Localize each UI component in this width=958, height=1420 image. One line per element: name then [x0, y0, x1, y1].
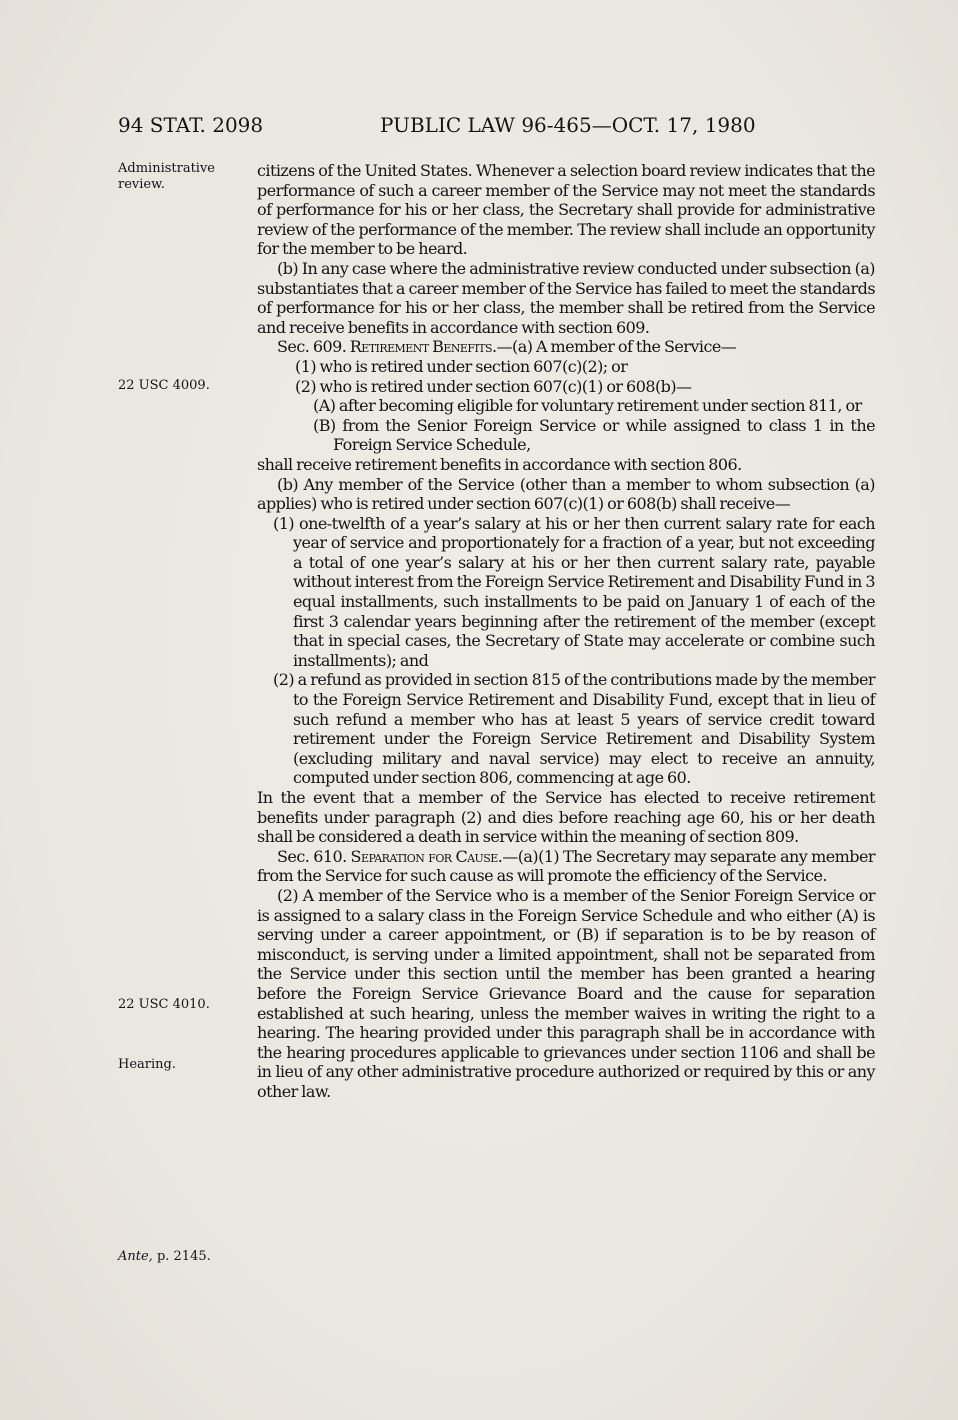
- section-610-number: Sec. 610.: [277, 846, 351, 866]
- section-609-b: (b) Any member of the Service (other than a member to whom subsection (a) applies) who is retired under section 607(c)(1) or 608(b) shall receive—: [257, 474, 875, 514]
- section-609-number: Sec. 609.: [277, 337, 350, 357]
- margin-note-22-usc-4010: 22 USC 4010.: [118, 997, 210, 1012]
- section-610-heading: [257, 847, 875, 886]
- section-610-a2: (2) A member of the Service who is a member of the Senior Foreign Service or is assigned to a salary class in the Foreign Service Schedule and who either (A) is serving under a career appointment, or (B) if separation is to be by reason of misconduct, is serving under a limited appointment, shall not be separated from the Service under this section until the member has been granted a hearing before the Foreign Service Grievance Board and the cause for separation established at such hearing, unless the member waives in writing the right to a hearing. The hearing provided under this paragraph shall be in accordance with the hearing procedures applicable to grievances under section 1106 and shall be in lieu of any other administrative procedure authorized or required by this or any other law.: [257, 885, 875, 1101]
- page-header: [118, 113, 898, 139]
- public-law-reference: PUBLIC LAW 96-465—OCT. 17, 1980: [380, 113, 756, 137]
- section-609-a2-B: (B) from the Senior Foreign Service or while assigned to class 1 in the Foreign Service Schedule,: [313, 415, 875, 455]
- section-609-a2-A: (A) after becoming eligible for voluntary retirement under section 811, or: [313, 396, 862, 416]
- section-609-death-provision: In the event that a member of the Service has elected to receive retirement benefits under paragraph (2) and dies before reaching age 60, his or her death shall be considered a death in service within the meaning of section 809.: [257, 788, 875, 847]
- section-609-heading: [257, 337, 875, 357]
- margin-note-22-usc-4009: 22 USC 4009.: [118, 378, 210, 393]
- statute-body: [257, 161, 875, 1102]
- section-610-title: Separation for Cause: [350, 846, 498, 866]
- section-609-b2: (2) a refund as provided in section 815 of the contributions made by the member to the Foreign Service Retirement and Disability Fund, except that in lieu of such refund a member who has at least 5 years of service credit toward retirement under the Foreign Service Retirement and Disability System (excluding military and naval service) may elect to receive an annuity, computed under section 806, commencing at age 60.: [273, 670, 875, 788]
- margin-note-hearing: Hearing.: [118, 1057, 176, 1072]
- section-609-shall-receive: shall receive retirement benefits in accordance with section 806.: [257, 454, 742, 474]
- margin-note-ante: [118, 1249, 243, 1265]
- margin-note-ante-page: p. 2145.: [152, 1249, 211, 1264]
- margin-note-ante-italic: Ante,: [118, 1249, 153, 1264]
- section-609-intro: .—(a) A member of the Service—: [492, 337, 737, 357]
- section-609-b1: (1) one-twelfth of a year’s salary at his or her then current salary rate for each year of service and proportionately for a fraction of a year, but not exceeding a total of one year’s salary at his or her then current salary rate, payable without interest from the Foreign Service Retirement and Disability Fund in 3 equal installments, such installments to be paid on January 1 of each of the first 3 calendar years beginning after the retirement of the member (except that in special cases, the Secretary of State may accelerate or combine such installments); and: [273, 513, 875, 670]
- paragraph-subsection-b: (b) In any case where the administrative review conducted under subsection (a) substantiates that a career member of the Service has failed to meet the standards of performance for his or her class, the member shall be retired from the Service and receive benefits in accordance with section 609.: [257, 258, 875, 337]
- section-609-a1: (1) who is retired under section 607(c)(2); or: [295, 356, 628, 376]
- margin-note-administrative-review: Administrative review.: [118, 161, 216, 192]
- paragraph-administrative-review: citizens of the United States. Whenever a selection board review indicates that the performance of such a career member of the Service may not meet the standards of performance for his or her class, the Secretary shall provide for administrative review of the performance of the member. The review shall include an opportunity for the member to be heard.: [257, 161, 875, 259]
- section-609-title: Retirement Benefits: [349, 337, 493, 357]
- section-610-a1: .—(a)(1) The Secretary may separate any member from the Service for such cause as will promote the efficiency of the Service.: [257, 846, 876, 886]
- section-609-a2: (2) who is retired under section 607(c)(1) or 608(b)—: [295, 376, 692, 396]
- stat-reference: 94 STAT. 2098: [118, 113, 264, 137]
